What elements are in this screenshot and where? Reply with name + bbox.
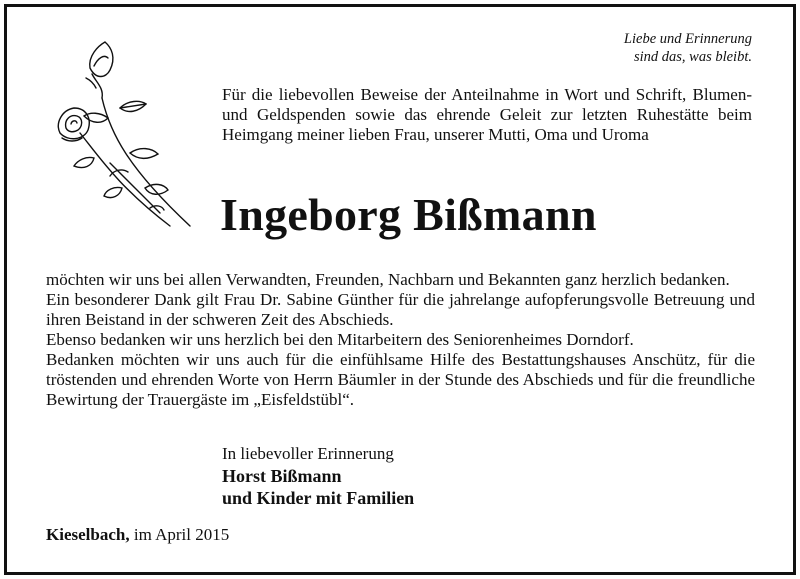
- deceased-name: Ingeborg Bißmann: [220, 189, 597, 240]
- body-paragraph: möchten wir uns bei allen Verwandten, Freunden, Nachbarn und Bekannten ganz herzlich bedanken.: [46, 270, 730, 289]
- thanks-body: [46, 270, 755, 410]
- motto-line-2: sind das, was bleibt.: [633, 49, 752, 65]
- rose-icon: [50, 38, 200, 228]
- body-paragraph: Ein besonderer Dank gilt Frau Dr. Sabine Günther für die jahrelange aufopferungsvolle Betreuung und ihren Beistand in der schweren Zeit des Abschieds.: [46, 290, 755, 329]
- closing-phrase: In liebevoller Erinnerung: [222, 444, 394, 463]
- motto-line-1: Liebe und Erinnerung: [623, 31, 752, 47]
- body-paragraph: Bedanken möchten wir uns auch für die einfühlsame Hilfe des Bestattungshauses Anschütz, für die tröstenden und ehrenden Worte von Herrn Bäumler in der Stunde des Abschieds und für die freundliche Bewirtung der Trauergäste im „Eisfeldstübl“.: [46, 350, 755, 409]
- motto: [624, 30, 752, 66]
- signer-name: Horst Bißmann: [222, 466, 342, 486]
- signer-family: und Kinder mit Familien: [222, 488, 415, 508]
- place-date: [46, 525, 229, 545]
- intro-text: Für die liebevollen Beweise der Anteilnahme in Wort und Schrift, Blumen- und Geldspenden sowie das ehrende Geleit zur letzten Ruhestätte beim Heimgang meiner lieben Frau, unserer Mutti, Oma und Uroma: [222, 85, 752, 144]
- closing-block: [222, 443, 414, 509]
- body-paragraph: Ebenso bedanken wir uns herzlich bei den Mitarbeitern des Seniorenheimes Dorndorf.: [46, 330, 634, 349]
- place: Kieselbach,: [46, 525, 130, 544]
- date: im April 2015: [133, 525, 230, 544]
